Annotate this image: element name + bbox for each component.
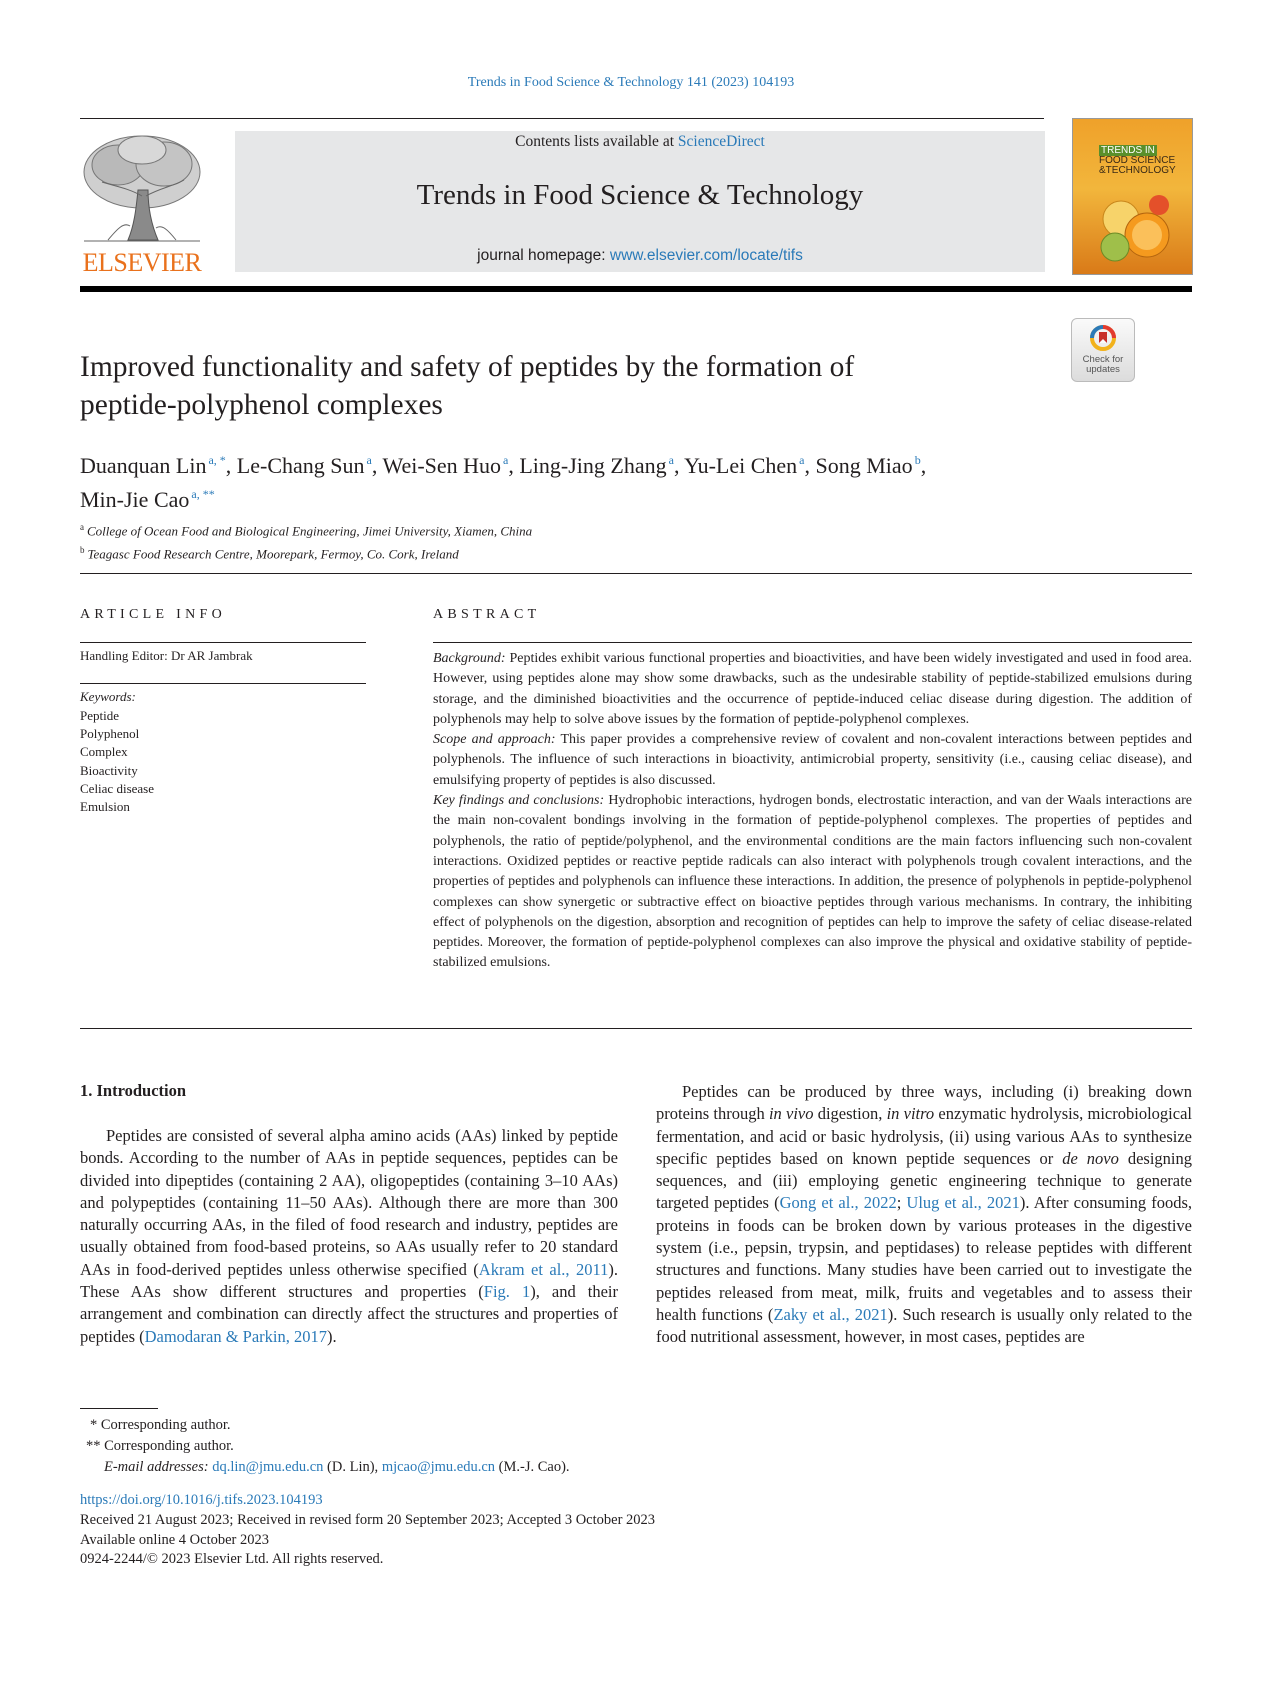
intro-text: enzymatic hydrolysis, microbiological fermentation, and acid or basic hydrolysis, (ii) using various AAs to synthesize specific peptides based on known peptide sequences or (656, 1104, 1192, 1168)
author-name[interactable]: Min-Jie Cao (80, 487, 190, 512)
citation-link[interactable]: Akram et al., 2011 (478, 1259, 609, 1279)
contents-line (235, 133, 1045, 151)
author-separator: , (920, 453, 927, 478)
article-title (80, 348, 1000, 424)
contents-prefix: Contents lists available at (515, 133, 678, 150)
citation-link[interactable]: Gong et al., 2022 (779, 1193, 897, 1213)
abstract-background-text: Peptides exhibit various functional properties and bioactivities, and have been widely investigated and used in food area. However, using peptides alone may show some drawbacks, such as the undesirable stability of peptide-stabilized emulsions during storage, and the diminished bioactivities and the occurrence of peptide-induced celiac disease during digestion. The addition of polyphenols may help to solve above issues by the formation of peptide-polyphenol complexes. (433, 651, 1192, 727)
keyword-item: Complex (80, 744, 128, 760)
intro-text: Peptides can be produced by three ways, including (i) breaking down proteins through (656, 1082, 1192, 1124)
keywords-label: Keywords: (80, 689, 136, 704)
email-owner: (D. Lin), (323, 1459, 382, 1475)
cover-title-line-1: TRENDS IN (1101, 145, 1155, 156)
copyright-line: 0924-2244/© 2023 Elsevier Ltd. All rights reserved. (80, 1551, 384, 1567)
abstract-background-label: Background: (433, 651, 506, 666)
elsevier-logo[interactable] (78, 130, 206, 276)
keywords-rule (80, 683, 366, 684)
check-for-updates-badge[interactable] (1071, 318, 1135, 382)
abstract-scope-label: Scope and approach: (433, 732, 556, 748)
journal-cover[interactable] (1072, 118, 1193, 275)
author-separator: , (225, 453, 237, 478)
email-owner: (M.-J. Cao). (495, 1459, 570, 1475)
cover-title (1099, 146, 1176, 176)
intro-text: digestion, (813, 1104, 887, 1124)
author-separator: , (804, 453, 816, 478)
article-title-line-1: Improved functionality and safety of peptides by the formation of (80, 351, 855, 383)
footnote-corresponding-1: * Corresponding author. (90, 1417, 231, 1433)
intro-text: ). Such research is usually only related to the food nutritional assessment, however, in most cases, peptides are (656, 1304, 1193, 1347)
sciencedirect-link[interactable]: ScienceDirect (677, 133, 765, 150)
abstract-body (433, 649, 1192, 974)
intro-text: ; (896, 1193, 907, 1213)
article-info-rule (80, 642, 366, 643)
intro-text: Peptides are consisted of several alpha amino acids (AAs) linked by peptide bonds. According to the number of AAs in peptide sequences, peptides can be divided into dipeptides (containing 2 AA), oligopeptides (containing 3–10 AAs) and polypeptides (containing 11–50 AAs). Although there are more than 300 naturally occurring AAs, in the filed of food research and industry, peptides are usually obtained from food-based proteins, so AAs usually refer to 20 standard AAs in food-derived peptides unless otherwise specified ( (80, 1126, 618, 1279)
check-updates-line-2: updates (1086, 364, 1120, 375)
affiliation-mark: b (80, 544, 85, 555)
check-updates-label (1072, 355, 1134, 375)
author-affil-mark[interactable]: a, * (208, 453, 226, 467)
author-name[interactable]: Wei-Sen Huo (382, 453, 502, 478)
intro-paragraph-1 (80, 1125, 618, 1348)
affiliation-text: College of Ocean Food and Biological Engineering, Jimei University, Xiamen, China (87, 523, 533, 539)
citation-link[interactable]: Zaky et al., 2021 (773, 1304, 888, 1324)
elsevier-wordmark: ELSEVIER (82, 248, 202, 277)
abstract-scope-text: This paper provides a comprehensive review of covalent and non-covalent interactions between peptides and polyphenols. The influence of such interactions in bioactivity, antimicrobial property, sensitivity (i.e., causing celiac disease), and emulsifying property of peptides is also discussed. (433, 732, 1192, 788)
email-link-cao[interactable]: mjcao@jmu.edu.cn (381, 1459, 496, 1475)
citation-link[interactable]: Ulug et al., 2021 (906, 1193, 1020, 1213)
author-affil-mark[interactable]: a (668, 453, 674, 467)
running-head[interactable]: Trends in Food Science & Technology 141 (2023) 104193 (467, 75, 795, 90)
figure-link[interactable]: Fig. 1 (483, 1282, 531, 1302)
intro-text: ), and their arrangement and combination can directly affect the structures and properties of peptides ( (80, 1282, 618, 1346)
abstract-findings-text: Hydrophobic interactions, hydrogen bonds, electrostatic interaction, and van der Waals interactions are the main non-covalent bondings involving in the formation of peptide-polyphenol complexes. The properties of peptides and polyphenols, the ratio of peptide/polyphenol, and the environmental conditions are the main factors influencing such non-covalent interactions. Oxidized peptides or reactive peptide radicals can also interact with polyphenols trough covalent interactions, and the properties of peptides and polyphenols can influence these interactions. In addition, the presence of polyphenols in peptide-polyphenol complexes can show synergetic or subtractive effect on bioactive peptides through various mechanisms. In contrary, the inhibiting effect of polyphenols on the digestion, absorption and recognition of peptides can help to improve the safety of celiac disease-related peptides. Moreover, the formation of peptide-polyphenol complexes can also improve the physical and oxidative stability of peptide-stabilized emulsions. (433, 793, 1192, 971)
check-updates-line-1: Check for (1082, 354, 1124, 365)
handling-editor: Handling Editor: Dr AR Jambrak (80, 648, 253, 663)
abstract-background (433, 649, 1192, 730)
intro-text: ). These AAs show different structures and properties ( (80, 1259, 618, 1302)
cover-title-line-2: FOOD SCIENCE (1099, 155, 1176, 166)
abstract-findings-label: Key findings and conclusions: (433, 793, 605, 809)
abstract-bottom-rule (80, 1028, 1192, 1029)
citation-link[interactable]: Damodaran & Parkin, 2017 (144, 1326, 327, 1346)
keyword-item: Polyphenol (80, 726, 140, 742)
keyword-item: Celiac disease (80, 780, 154, 796)
author-affil-mark[interactable]: a (366, 453, 372, 467)
intro-italic: in vitro (886, 1104, 935, 1124)
header-rule (80, 118, 1044, 119)
article-info-heading: ARTICLE INFO (80, 607, 227, 622)
abstract-heading: ABSTRACT (433, 607, 541, 622)
author-name[interactable]: Yu-Lei Chen (684, 453, 798, 478)
cover-fruit-image (1093, 189, 1177, 267)
author-list (80, 446, 1080, 514)
author-affil-mark[interactable]: a, ** (191, 487, 215, 501)
section-heading-introduction: 1. Introduction (80, 1081, 187, 1100)
author-separator: , (371, 453, 383, 478)
footnote-rule (80, 1408, 158, 1409)
intro-text: designing sequences, and (iii) employing genetic engineering technique to generate targeted peptides ( (656, 1148, 1192, 1213)
elsevier-tree-icon (78, 130, 206, 246)
article-title-line-2: peptide-polyphenol complexes (80, 389, 443, 421)
journal-title: Trends in Food Science & Technology (416, 179, 864, 211)
author-name[interactable]: Le-Chang Sun (236, 453, 365, 478)
author-separator: , (673, 453, 685, 478)
abstract-scope (433, 730, 1192, 791)
available-online: Available online 4 October 2023 (80, 1532, 269, 1548)
author-name[interactable]: Duanquan Lin (80, 453, 207, 478)
abstract-findings (433, 791, 1192, 974)
homepage-link[interactable]: www.elsevier.com/locate/tifs (609, 247, 803, 264)
affiliation-text: Teagasc Food Research Centre, Moorepark, Fermoy, Co. Cork, Ireland (87, 546, 459, 562)
keyword-item: Peptide (80, 708, 119, 723)
header-thick-rule (80, 286, 1192, 292)
keyword-item: Bioactivity (80, 762, 138, 778)
cover-title-line-3: &TECHNOLOGY (1099, 165, 1176, 176)
email-link-lin[interactable]: dq.lin@jmu.edu.cn (212, 1459, 324, 1475)
abstract-rule (433, 642, 1192, 643)
intro-italic: de novo (1062, 1148, 1119, 1168)
homepage-prefix: journal homepage: (477, 247, 610, 264)
intro-text: ). (327, 1326, 337, 1346)
intro-paragraph-2 (656, 1081, 1192, 1349)
affiliation-item (80, 518, 980, 541)
footnote-corresponding-2: ** Corresponding author. (86, 1438, 234, 1454)
received-dates: Received 21 August 2023; Received in revised form 20 September 2023; Accepted 3 October 2023 (80, 1512, 656, 1528)
affiliations (80, 518, 980, 564)
keywords-list (80, 707, 154, 816)
author-affil-mark[interactable]: a (799, 453, 805, 467)
check-updates-icon (1089, 324, 1117, 352)
affiliation-item (80, 541, 980, 564)
footnote-emails (104, 1457, 570, 1478)
doi-link[interactable]: https://doi.org/10.1016/j.tifs.2023.104193 (80, 1492, 323, 1508)
email-label: E-mail addresses: (104, 1459, 209, 1475)
journal-banner (235, 131, 1045, 272)
intro-italic: in vivo (768, 1104, 814, 1124)
intro-text: ). After consuming foods, proteins in foods can be broken down by various proteases in the digestive system (i.e., pepsin, trypsin, and peptidases) to release peptides with different structures and functions. Many studies have been carried out to investigate the peptides released from meat, milk, fruits and vegetables and to assess their health functions ( (656, 1193, 1192, 1324)
author-affil-mark[interactable]: b (914, 453, 921, 467)
keyword-item: Emulsion (80, 799, 130, 815)
author-name[interactable]: Ling-Jing Zhang (519, 453, 667, 478)
author-separator: , (508, 453, 520, 478)
section-rule (80, 573, 1192, 574)
author-name[interactable]: Song Miao (815, 453, 913, 478)
affiliation-mark: a (80, 522, 84, 532)
author-affil-mark[interactable]: a (503, 453, 509, 467)
homepage-line (235, 247, 1045, 265)
